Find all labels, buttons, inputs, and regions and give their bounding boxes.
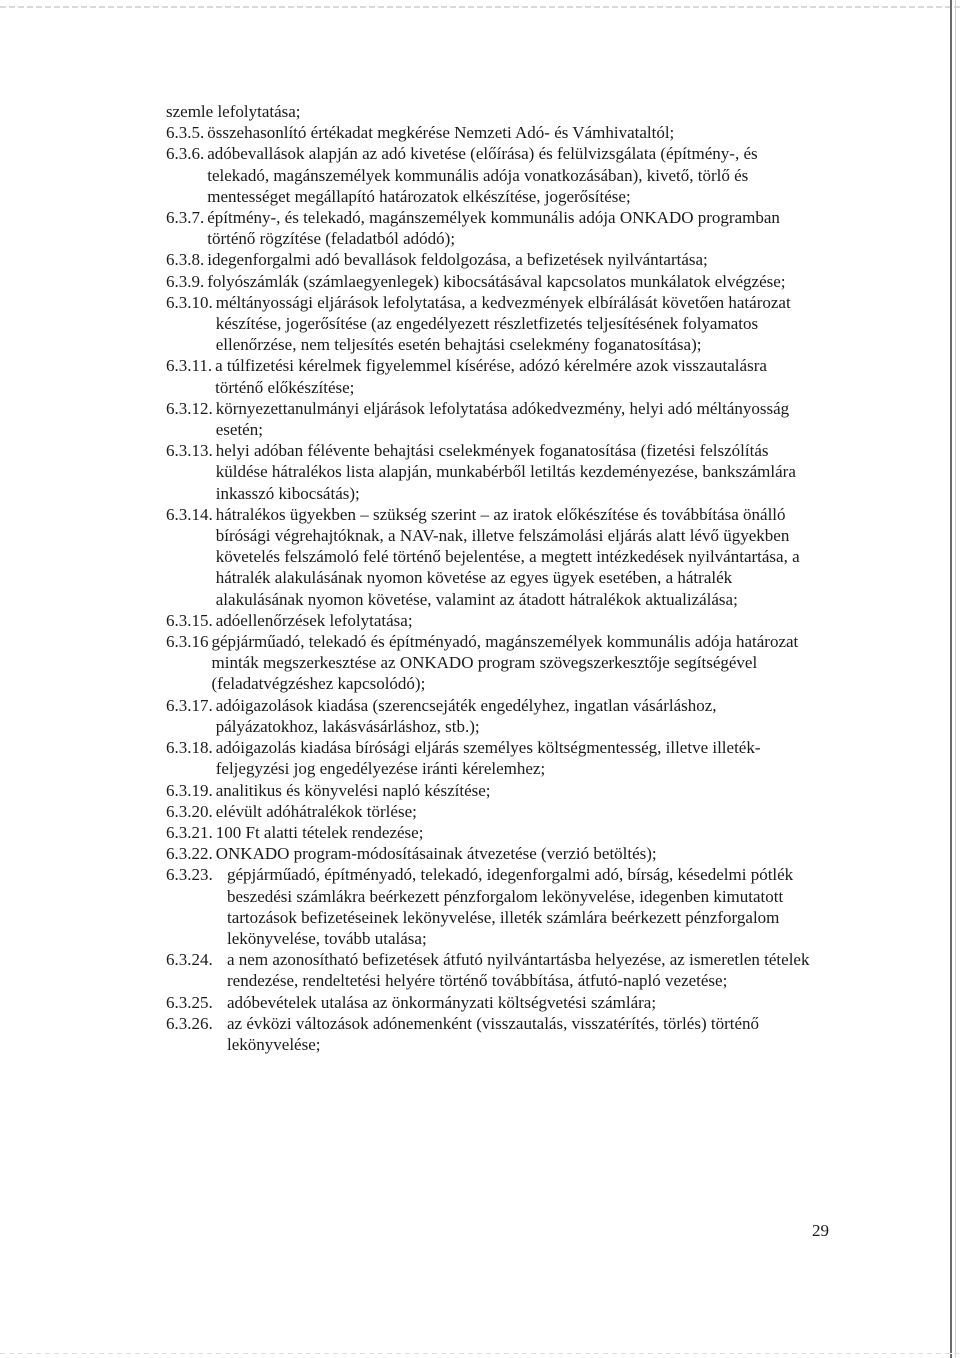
item-text: hátralékos ügyekben – szükség szerint – az iratok előkészítése és továbbítása önálló bírósági végrehajtóknak, a NAV-nak, illetve felszámolási eljárás alatt lévő ügyekben követelés felszámoló felé történő bejelentése, a megtett intézkedések nyilvántartása, a hátralék alakulásának nyomon követése az egyes ügyek esetében, a hátralék alakulásának nyomon követése, valamint az átadott hátralékok aktualizálása; — [215, 504, 800, 609]
item-text: folyószámlák (számlaegyenlegek) kibocsátásával kapcsolatos munkálatok elvégzése; — [207, 271, 786, 291]
item-text: analitikus és könyvelési napló készítése; — [215, 780, 491, 800]
list-item-6-3-8 — [166, 249, 816, 270]
list-item-6-3-26 — [166, 1013, 816, 1055]
item-text: az évközi változások adónemenként (visszautalás, visszatérítés, törlés) történő lekönyvelése; — [227, 1013, 760, 1054]
item-number: 6.3.11. — [166, 356, 213, 376]
list-item-6-3-12 — [166, 398, 816, 440]
item-text: gépjárműadó, telekadó és építményadó, magánszemélyek kommunális adója határozat minták megszerkesztése az ONKADO program szövegszerkesztője segítségével (feladatvégzéshez kapcsolódó); — [211, 632, 799, 694]
list-item-6-3-5 — [166, 122, 816, 143]
item-text: a nem azonosítható befizetések átfutó nyilvántartásba helyezése, az ismeretlen tételek rendezése, rendeltetési helyére történő továbbítása, átfutó-napló vezetése; — [227, 950, 810, 991]
item-text: összehasonlító értékadat megkérése Nemzeti Adó- és Vámhivataltól; — [207, 123, 675, 143]
item-number: 6.3.18. — [166, 738, 213, 758]
item-text: adóbevételek utalása az önkormányzati költségvetési számlára; — [227, 992, 657, 1012]
item-number: 6.3.21. — [166, 822, 213, 842]
item-number: 6.3.16 — [166, 632, 209, 652]
item-number: 6.3.7. — [166, 208, 205, 228]
item-number: 6.3.13. — [166, 441, 213, 461]
item-number: 6.3.20. — [166, 801, 213, 821]
item-number: 6.3.8. — [166, 250, 205, 270]
item-text: adóbevallások alapján az adó kivetése (előírása) és felülvizsgálata (építmény-, és telekadó, magánszemélyek kommunális adója vonatkozásában), kivető, törlő és mentességet megállapító határozatok elkészítése, jogerősítése; — [207, 144, 758, 206]
item-text: gépjárműadó, építményadó, telekadó, idegenforgalmi adó, bírság, késedelmi pótlék beszedési számlákra beérkezett pénzforgalom lekönyvelése, idegenben kimutatott tartozások befizetéseinek lekönyvelése, illeték számlára beérkezett pénzforgalom lekönyvelése, tovább utalása; — [227, 865, 794, 948]
item-number: 6.3.17. — [166, 695, 213, 715]
item-number: 6.3.24. — [166, 950, 213, 970]
item-number: 6.3.26. — [166, 1013, 213, 1033]
intro-line: szemle lefolytatása; — [166, 102, 301, 121]
list-item-6-3-14 — [166, 504, 816, 610]
list-item-6-3-10 — [166, 292, 816, 356]
item-number: 6.3.19. — [166, 780, 213, 800]
page-number: 29 — [812, 1221, 829, 1240]
list-item-6-3-25 — [166, 992, 816, 1013]
list-item-6-3-16 — [166, 631, 816, 695]
item-number: 6.3.5. — [166, 123, 205, 143]
list-item-6-3-6 — [166, 143, 816, 207]
item-number: 6.3.25. — [166, 992, 213, 1012]
item-text: a túlfizetési kérelmek figyelemmel kísérése, adózó kérelmére azok visszautalásra történő előkészítése; — [215, 356, 767, 397]
item-text: elévült adóhátralékok törlése; — [215, 801, 417, 821]
item-text: adóigazolás kiadása bírósági eljárás személyes költségmentesség, illetve illeték-feljegyzési jog engedélyezése iránti kérelemhez; — [215, 738, 761, 779]
list-item-6-3-11 — [166, 355, 816, 397]
item-text: adóigazolások kiadása (szerencsejáték engedélyhez, ingatlan vásárláshoz, pályázatokhoz, lakásvásárláshoz, stb.); — [215, 695, 717, 736]
item-number: 6.3.22. — [166, 844, 213, 864]
item-number: 6.3.6. — [166, 144, 205, 164]
list-item-6-3-18 — [166, 737, 816, 779]
item-text: 100 Ft alatti tételek rendezése; — [215, 822, 424, 842]
list-item-6-3-24 — [166, 949, 816, 991]
item-text: méltányossági eljárások lefolytatása, a kedvezmények elbírálását követően határozat készítése, jogerősítése (az engedélyezett részletfizetés teljesítésének folyamatos ellenőrzése, nem teljesítés esetén behajtási cselekmény foganatosítása); — [215, 292, 791, 355]
item-text: idegenforgalmi adó bevallások feldolgozása, a befizetések nyilvántartása; — [207, 250, 708, 270]
list-item-6-3-21 — [166, 822, 816, 843]
scan-edge-bottom — [0, 1353, 960, 1354]
item-number: 6.3.10. — [166, 292, 213, 312]
item-number: 6.3.12. — [166, 398, 213, 418]
list-item-6-3-7 — [166, 207, 816, 249]
scan-edge-right-faint — [955, 0, 956, 1358]
scan-edge-right — [950, 0, 952, 1358]
list-item-6-3-15 — [166, 610, 816, 631]
item-number: 6.3.9. — [166, 271, 205, 291]
item-text: ONKADO program-módosításainak átvezetése (verzió betöltés); — [215, 844, 657, 864]
list-item-6-3-23 — [166, 864, 816, 949]
document-body — [166, 101, 816, 1055]
item-number: 6.3.23. — [166, 865, 213, 885]
list-item-6-3-13 — [166, 440, 816, 504]
item-text: helyi adóban félévente behajtási cselekmények foganatosítása (fizetési felszólítás küldése hátralékos lista alapján, munkabérből letiltás kezdeményezése, bankszámlára inkasszó kibocsátás); — [215, 441, 796, 503]
list-item-6-3-22 — [166, 843, 816, 864]
item-number: 6.3.15. — [166, 610, 213, 630]
list-item-6-3-20 — [166, 801, 816, 822]
list-item-6-3-9 — [166, 271, 816, 292]
scan-edge-top — [0, 6, 960, 8]
item-text: adóellenőrzések lefolytatása; — [215, 610, 413, 630]
item-text: építmény-, és telekadó, magánszemélyek kommunális adója ONKADO programban történő rögzítése (feladatból adódó); — [207, 208, 780, 249]
item-number: 6.3.14. — [166, 504, 213, 524]
list-item-6-3-19 — [166, 780, 816, 801]
item-text: környezettanulmányi eljárások lefolytatása adókedvezmény, helyi adó méltányosság esetén; — [215, 398, 790, 440]
list-item-6-3-17 — [166, 695, 816, 737]
